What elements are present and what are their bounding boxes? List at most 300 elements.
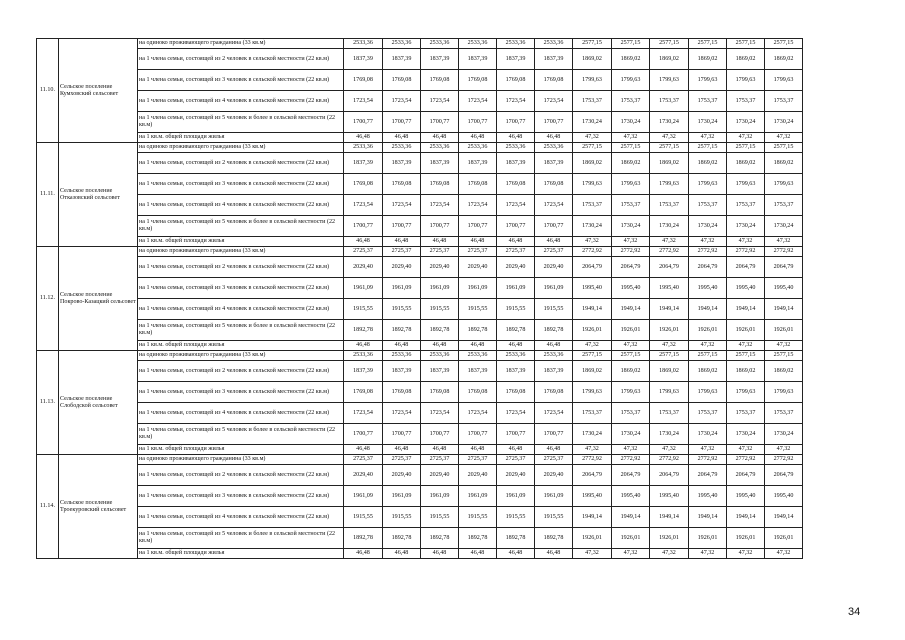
value-cell: 1961,09 — [535, 486, 573, 507]
value-cell: 1869,02 — [650, 49, 689, 70]
value-cell: 1700,77 — [497, 424, 535, 445]
value-cell: 1753,37 — [689, 195, 727, 216]
value-cell: 1799,63 — [689, 382, 727, 403]
value-cell: 2577,15 — [612, 143, 650, 153]
value-cell: 46,48 — [459, 133, 497, 143]
value-cell: 1700,77 — [421, 424, 459, 445]
row-description: на 1 члена семьи, состоящей из 5 человек и более в сельской местности (22 кв.м) — [138, 528, 344, 549]
value-cell: 1837,39 — [497, 361, 535, 382]
value-cell: 1730,24 — [612, 112, 650, 133]
value-cell: 1769,08 — [535, 174, 573, 195]
value-cell: 1799,63 — [765, 382, 803, 403]
value-cell: 1961,09 — [459, 486, 497, 507]
value-cell: 1915,55 — [535, 299, 573, 320]
section-code: 11.10. — [37, 39, 59, 143]
value-cell: 2577,15 — [765, 143, 803, 153]
value-cell: 47,32 — [573, 133, 612, 143]
value-cell: 46,48 — [497, 133, 535, 143]
value-cell: 47,32 — [689, 133, 727, 143]
value-cell: 1723,54 — [535, 403, 573, 424]
value-cell: 2533,36 — [344, 39, 383, 49]
value-cell: 46,48 — [383, 133, 421, 143]
value-cell: 1730,24 — [612, 216, 650, 237]
value-cell: 47,32 — [650, 237, 689, 247]
value-cell: 1892,78 — [344, 528, 383, 549]
value-cell: 1926,01 — [650, 528, 689, 549]
value-cell: 2029,40 — [383, 465, 421, 486]
value-cell: 1799,63 — [727, 382, 765, 403]
value-cell: 1837,39 — [344, 49, 383, 70]
value-cell: 1949,14 — [689, 299, 727, 320]
row-description: на 1 члена семьи, состоящей из 3 человек в сельской местности (22 кв.м) — [138, 174, 344, 195]
row-description: на 1 члена семьи, состоящей из 4 человек в сельской местности (22 кв.м) — [138, 299, 344, 320]
value-cell: 1753,37 — [650, 195, 689, 216]
table-row — [37, 39, 803, 49]
value-cell: 1723,54 — [459, 91, 497, 112]
table-row — [37, 445, 803, 455]
value-cell: 2029,40 — [535, 465, 573, 486]
value-cell: 1949,14 — [650, 507, 689, 528]
value-cell: 1753,37 — [689, 403, 727, 424]
value-cell: 46,48 — [383, 445, 421, 455]
value-cell: 1799,63 — [727, 174, 765, 195]
value-cell: 1769,08 — [344, 382, 383, 403]
value-cell: 1837,39 — [459, 49, 497, 70]
value-cell: 47,32 — [573, 445, 612, 455]
value-cell: 1869,02 — [727, 153, 765, 174]
value-cell: 1799,63 — [612, 174, 650, 195]
value-cell: 1926,01 — [612, 320, 650, 341]
value-cell: 46,48 — [497, 445, 535, 455]
value-cell: 2064,79 — [689, 257, 727, 278]
value-cell: 1995,40 — [612, 278, 650, 299]
row-description: на 1 члена семьи, состоящей из 2 человек в сельской местности (22 кв.м) — [138, 257, 344, 278]
value-cell: 1723,54 — [421, 195, 459, 216]
value-cell: 1869,02 — [727, 49, 765, 70]
value-cell: 1753,37 — [612, 403, 650, 424]
value-cell: 46,48 — [344, 341, 383, 351]
value-cell: 1949,14 — [765, 507, 803, 528]
value-cell: 47,32 — [727, 445, 765, 455]
value-cell: 1995,40 — [573, 486, 612, 507]
value-cell: 47,32 — [650, 133, 689, 143]
value-cell: 2029,40 — [344, 257, 383, 278]
value-cell: 1949,14 — [727, 507, 765, 528]
value-cell: 2029,40 — [421, 465, 459, 486]
value-cell: 1961,09 — [497, 278, 535, 299]
row-description: на 1 члена семьи, состоящей из 3 человек в сельской местности (22 кв.м) — [138, 70, 344, 91]
value-cell: 46,48 — [344, 445, 383, 455]
table-row — [37, 133, 803, 143]
table-row — [37, 174, 803, 195]
value-cell: 2533,36 — [535, 39, 573, 49]
value-cell: 2064,79 — [765, 257, 803, 278]
row-description: на одиноко проживающего гражданина (33 кв.м) — [138, 143, 344, 153]
value-cell: 1837,39 — [344, 153, 383, 174]
value-cell: 2725,37 — [497, 455, 535, 465]
value-cell: 1837,39 — [421, 153, 459, 174]
value-cell: 2577,15 — [612, 39, 650, 49]
value-cell: 1892,78 — [421, 320, 459, 341]
value-cell: 1700,77 — [535, 424, 573, 445]
value-cell: 1700,77 — [344, 112, 383, 133]
row-description: на одиноко проживающего гражданина (33 кв.м) — [138, 455, 344, 465]
table-row — [37, 528, 803, 549]
value-cell: 47,32 — [727, 341, 765, 351]
value-cell: 1995,40 — [650, 486, 689, 507]
value-cell: 46,48 — [535, 445, 573, 455]
value-cell: 1869,02 — [689, 153, 727, 174]
value-cell: 46,48 — [383, 549, 421, 559]
value-cell: 1869,02 — [612, 153, 650, 174]
value-cell: 1769,08 — [421, 382, 459, 403]
value-cell: 1700,77 — [497, 216, 535, 237]
value-cell: 2772,92 — [612, 247, 650, 257]
value-cell: 2029,40 — [459, 465, 497, 486]
value-cell: 1869,02 — [573, 49, 612, 70]
value-cell: 2772,92 — [573, 247, 612, 257]
value-cell: 2577,15 — [650, 39, 689, 49]
value-cell: 1915,55 — [383, 507, 421, 528]
value-cell: 1753,37 — [689, 91, 727, 112]
value-cell: 2725,37 — [421, 247, 459, 257]
value-cell: 1700,77 — [383, 216, 421, 237]
value-cell: 2577,15 — [727, 39, 765, 49]
value-cell: 2029,40 — [535, 257, 573, 278]
value-cell: 1700,77 — [344, 424, 383, 445]
value-cell: 47,32 — [573, 341, 612, 351]
value-cell: 1926,01 — [727, 320, 765, 341]
value-cell: 1730,24 — [650, 112, 689, 133]
value-cell: 47,32 — [765, 341, 803, 351]
table-row — [37, 465, 803, 486]
value-cell: 2064,79 — [573, 465, 612, 486]
value-cell: 1892,78 — [383, 528, 421, 549]
value-cell: 1961,09 — [535, 278, 573, 299]
value-cell: 47,32 — [612, 341, 650, 351]
value-cell: 46,48 — [344, 237, 383, 247]
value-cell: 1769,08 — [459, 382, 497, 403]
value-cell: 2577,15 — [573, 39, 612, 49]
value-cell: 2533,36 — [421, 39, 459, 49]
value-cell: 2772,92 — [573, 455, 612, 465]
value-cell: 47,32 — [727, 237, 765, 247]
value-cell: 1730,24 — [650, 216, 689, 237]
value-cell: 2577,15 — [650, 143, 689, 153]
value-cell: 2577,15 — [689, 39, 727, 49]
value-cell: 1869,02 — [765, 49, 803, 70]
value-cell: 1700,77 — [535, 112, 573, 133]
value-cell: 1837,39 — [535, 153, 573, 174]
row-description: на 1 члена семьи, состоящей из 3 человек в сельской местности (22 кв.м) — [138, 486, 344, 507]
value-cell: 2577,15 — [727, 143, 765, 153]
value-cell: 2577,15 — [765, 39, 803, 49]
section-code: 11.14. — [37, 455, 59, 559]
value-cell: 2725,37 — [383, 455, 421, 465]
value-cell: 1949,14 — [650, 299, 689, 320]
row-description: на 1 члена семьи, состоящей из 2 человек в сельской местности (22 кв.м) — [138, 49, 344, 70]
value-cell: 1869,02 — [727, 361, 765, 382]
value-cell: 1753,37 — [650, 91, 689, 112]
value-cell: 1869,02 — [612, 361, 650, 382]
value-cell: 1915,55 — [344, 507, 383, 528]
table-row — [37, 455, 803, 465]
value-cell: 1753,37 — [765, 403, 803, 424]
section-code: 11.13. — [37, 351, 59, 455]
value-cell: 2064,79 — [727, 257, 765, 278]
value-cell: 2533,36 — [497, 143, 535, 153]
value-cell: 2533,36 — [421, 351, 459, 361]
value-cell: 1926,01 — [727, 528, 765, 549]
value-cell: 46,48 — [497, 237, 535, 247]
value-cell: 2533,36 — [535, 143, 573, 153]
value-cell: 1753,37 — [727, 91, 765, 112]
row-description: на одиноко проживающего гражданина (33 кв.м) — [138, 39, 344, 49]
value-cell: 1837,39 — [497, 153, 535, 174]
value-cell: 2577,15 — [689, 351, 727, 361]
value-cell: 47,32 — [765, 133, 803, 143]
value-cell: 2725,37 — [459, 455, 497, 465]
value-cell: 2533,36 — [383, 351, 421, 361]
value-cell: 1700,77 — [344, 216, 383, 237]
value-cell: 1949,14 — [689, 507, 727, 528]
value-cell: 1723,54 — [497, 91, 535, 112]
value-cell: 46,48 — [459, 237, 497, 247]
value-cell: 46,48 — [383, 237, 421, 247]
value-cell: 2029,40 — [497, 465, 535, 486]
value-cell: 1769,08 — [421, 70, 459, 91]
row-description: на 1 кв.м. общей площади жилья — [138, 237, 344, 247]
value-cell: 1995,40 — [689, 278, 727, 299]
value-cell: 2029,40 — [421, 257, 459, 278]
value-cell: 2772,92 — [765, 455, 803, 465]
value-cell: 1915,55 — [421, 507, 459, 528]
value-cell: 2772,92 — [689, 455, 727, 465]
value-cell: 1753,37 — [612, 195, 650, 216]
value-cell: 1961,09 — [383, 278, 421, 299]
value-cell: 2772,92 — [650, 247, 689, 257]
table-row — [37, 143, 803, 153]
value-cell: 47,32 — [727, 133, 765, 143]
row-description: на 1 члена семьи, состоящей из 5 человек и более в сельской местности (22 кв.м) — [138, 424, 344, 445]
value-cell: 47,32 — [689, 341, 727, 351]
value-cell: 46,48 — [459, 549, 497, 559]
value-cell: 47,32 — [612, 237, 650, 247]
value-cell: 1926,01 — [689, 528, 727, 549]
value-cell: 2533,36 — [459, 143, 497, 153]
value-cell: 46,48 — [497, 341, 535, 351]
value-cell: 1995,40 — [727, 278, 765, 299]
value-cell: 1869,02 — [689, 49, 727, 70]
value-cell: 2064,79 — [612, 465, 650, 486]
table-row — [37, 153, 803, 174]
value-cell: 1926,01 — [612, 528, 650, 549]
value-cell: 1723,54 — [383, 403, 421, 424]
value-cell: 47,32 — [650, 341, 689, 351]
table-row — [37, 403, 803, 424]
value-cell: 2772,92 — [612, 455, 650, 465]
value-cell: 1837,39 — [459, 361, 497, 382]
value-cell: 1892,78 — [383, 320, 421, 341]
value-cell: 1730,24 — [573, 424, 612, 445]
table-row — [37, 278, 803, 299]
value-cell: 1700,77 — [497, 112, 535, 133]
value-cell: 2064,79 — [650, 257, 689, 278]
value-cell: 1915,55 — [497, 299, 535, 320]
table-row — [37, 112, 803, 133]
value-cell: 46,48 — [421, 341, 459, 351]
value-cell: 1723,54 — [459, 403, 497, 424]
value-cell: 1995,40 — [765, 486, 803, 507]
value-cell: 1892,78 — [421, 528, 459, 549]
settlement-name: Сельское поселение Покрово-Казацкий сельсовет — [59, 247, 138, 351]
value-cell: 1949,14 — [612, 299, 650, 320]
value-cell: 1753,37 — [727, 403, 765, 424]
row-description: на 1 члена семьи, состоящей из 2 человек в сельской местности (22 кв.м) — [138, 361, 344, 382]
value-cell: 2577,15 — [765, 351, 803, 361]
table-row — [37, 361, 803, 382]
table-row — [37, 91, 803, 112]
row-description: на 1 кв.м. общей площади жилья — [138, 549, 344, 559]
value-cell: 2725,37 — [535, 247, 573, 257]
table-body — [37, 39, 803, 559]
value-cell: 2533,36 — [421, 143, 459, 153]
value-cell: 1723,54 — [421, 91, 459, 112]
value-cell: 2064,79 — [612, 257, 650, 278]
section-code: 11.11. — [37, 143, 59, 247]
value-cell: 1730,24 — [727, 112, 765, 133]
value-cell: 1892,78 — [459, 528, 497, 549]
value-cell: 2772,92 — [650, 455, 689, 465]
value-cell: 1961,09 — [421, 278, 459, 299]
value-cell: 1799,63 — [612, 382, 650, 403]
page-number: 34 — [848, 606, 861, 618]
value-cell: 2725,37 — [459, 247, 497, 257]
value-cell: 2772,92 — [689, 247, 727, 257]
value-cell: 2725,37 — [344, 455, 383, 465]
value-cell: 1730,24 — [612, 424, 650, 445]
value-cell: 1926,01 — [765, 320, 803, 341]
value-cell: 2533,36 — [383, 39, 421, 49]
value-cell: 47,32 — [727, 549, 765, 559]
value-cell: 2064,79 — [573, 257, 612, 278]
value-cell: 47,32 — [765, 445, 803, 455]
value-cell: 1869,02 — [573, 361, 612, 382]
value-cell: 1995,40 — [650, 278, 689, 299]
value-cell: 2533,36 — [535, 351, 573, 361]
table-row — [37, 320, 803, 341]
row-description: на 1 кв.м. общей площади жилья — [138, 341, 344, 351]
value-cell: 1915,55 — [459, 507, 497, 528]
value-cell: 2577,15 — [573, 351, 612, 361]
value-cell: 1769,08 — [497, 70, 535, 91]
row-description: на 1 члена семьи, состоящей из 4 человек в сельской местности (22 кв.м) — [138, 195, 344, 216]
value-cell: 2533,36 — [459, 351, 497, 361]
value-cell: 1892,78 — [497, 528, 535, 549]
value-cell: 1730,24 — [765, 424, 803, 445]
value-cell: 2533,36 — [344, 143, 383, 153]
value-cell: 1700,77 — [535, 216, 573, 237]
table-row — [37, 237, 803, 247]
value-cell: 1723,54 — [344, 403, 383, 424]
value-cell: 1723,54 — [383, 195, 421, 216]
value-cell: 1769,08 — [535, 70, 573, 91]
value-cell: 46,48 — [535, 133, 573, 143]
value-cell: 1723,54 — [459, 195, 497, 216]
value-cell: 1769,08 — [459, 174, 497, 195]
value-cell: 47,32 — [612, 549, 650, 559]
value-cell: 1723,54 — [497, 195, 535, 216]
value-cell: 1949,14 — [765, 299, 803, 320]
value-cell: 2064,79 — [727, 465, 765, 486]
value-cell: 2772,92 — [727, 455, 765, 465]
value-cell: 2725,37 — [535, 455, 573, 465]
value-cell: 1837,39 — [383, 49, 421, 70]
value-cell: 2533,36 — [497, 39, 535, 49]
value-cell: 1753,37 — [727, 195, 765, 216]
value-cell: 47,32 — [765, 237, 803, 247]
value-cell: 2533,36 — [383, 143, 421, 153]
value-cell: 2772,92 — [727, 247, 765, 257]
value-cell: 2725,37 — [344, 247, 383, 257]
table-row — [37, 299, 803, 320]
value-cell: 1961,09 — [459, 278, 497, 299]
value-cell: 1837,39 — [459, 153, 497, 174]
value-cell: 1730,24 — [689, 424, 727, 445]
value-cell: 1700,77 — [459, 216, 497, 237]
value-cell: 2725,37 — [383, 247, 421, 257]
value-cell: 46,48 — [497, 549, 535, 559]
value-cell: 1837,39 — [421, 361, 459, 382]
value-cell: 46,48 — [383, 341, 421, 351]
value-cell: 2533,36 — [344, 351, 383, 361]
value-cell: 1723,54 — [383, 91, 421, 112]
value-cell: 47,32 — [689, 549, 727, 559]
value-cell: 1799,63 — [689, 174, 727, 195]
value-cell: 1837,39 — [421, 49, 459, 70]
value-cell: 2577,15 — [689, 143, 727, 153]
value-cell: 1723,54 — [344, 91, 383, 112]
row-description: на 1 члена семьи, состоящей из 3 человек в сельской местности (22 кв.м) — [138, 278, 344, 299]
value-cell: 1926,01 — [650, 320, 689, 341]
value-cell: 2577,15 — [573, 143, 612, 153]
value-cell: 1769,08 — [421, 174, 459, 195]
value-cell: 1730,24 — [765, 112, 803, 133]
value-cell: 1926,01 — [573, 528, 612, 549]
value-cell: 1915,55 — [459, 299, 497, 320]
table-row — [37, 486, 803, 507]
value-cell: 47,32 — [689, 445, 727, 455]
value-cell: 1799,63 — [765, 174, 803, 195]
settlement-name: Сельское поселение Отказовский сельсовет — [59, 143, 138, 247]
value-cell: 2064,79 — [689, 465, 727, 486]
value-cell: 1730,24 — [689, 112, 727, 133]
value-cell: 46,48 — [421, 445, 459, 455]
value-cell: 1961,09 — [497, 486, 535, 507]
value-cell: 47,32 — [650, 445, 689, 455]
value-cell: 1869,02 — [650, 361, 689, 382]
value-cell: 2577,15 — [650, 351, 689, 361]
value-cell: 1837,39 — [535, 49, 573, 70]
value-cell: 1730,24 — [650, 424, 689, 445]
row-description: на 1 члена семьи, состоящей из 4 человек в сельской местности (22 кв.м) — [138, 403, 344, 424]
table-row — [37, 341, 803, 351]
value-cell: 47,32 — [689, 237, 727, 247]
value-cell: 2064,79 — [650, 465, 689, 486]
value-cell: 1799,63 — [573, 70, 612, 91]
value-cell: 1799,63 — [650, 70, 689, 91]
value-cell: 2029,40 — [497, 257, 535, 278]
